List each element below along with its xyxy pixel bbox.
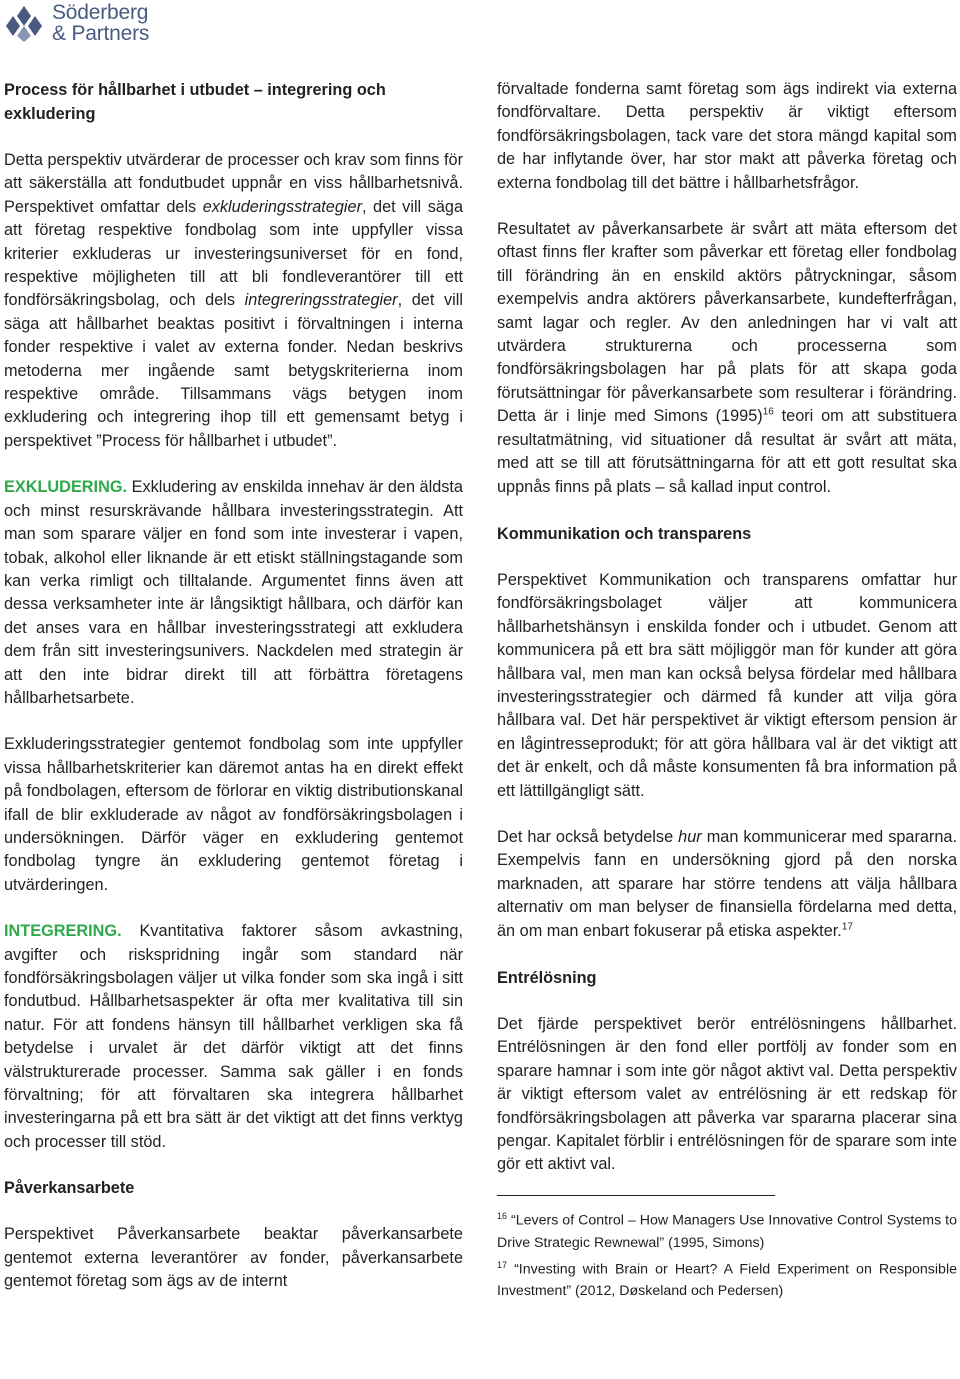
paragraph-how xyxy=(497,826,957,943)
footnote-17-text: “Investing with Brain or Heart? A Field Experiment on Responsible Investment” (2012, Døskeland och Pedersen) xyxy=(497,1261,957,1300)
paragraph-exclusion xyxy=(4,476,463,710)
footnote-divider xyxy=(497,1195,775,1196)
footnote-17 xyxy=(497,1254,957,1303)
section-heading-entry: Entrélösning xyxy=(497,969,597,987)
how-text-a: Det har också betydelse xyxy=(497,827,679,846)
intro-text-c: , det vill säga att hållbarhet beaktas positivt i förvaltningen i interna fonder respektive i valet av externa fonder. Nedan beskrivs metoderna mer ingående samt betygskriterierna inom respektive område. Tillsammans vägs betygen inom exkludering och integrering ihop till ett gemensamt betyg i perspektivet ”Process för hållbarhet i utbudet”. xyxy=(4,291,463,450)
footnote-ref-16[interactable]: 16 xyxy=(762,406,774,418)
intro-emphasis-exclusion: exkluderingsstrategier xyxy=(202,197,362,216)
exclusion-text: Exkludering av enskilda innehav är den äldsta och minst resurskrävande hållbara investeringsstrategin. Att man som sparare väljer en fond som inte investerar i vapen, tobak, alkohol eller liknande är ett etiskt ställningstagande som kan verka rimligt och tilltalande. Argumentet finns även att dessa verksamheter inte är långsiktigt hållbara, och därför kan det anses vara en hållbar investeringsstrategi att exkludera dem från sitt investeringsunivers. Nackdelen med strategin är att den inte bidrar direkt till att förbättra företagens hållbarhetsarbete. xyxy=(4,478,463,707)
section-heading-process: Process för hållbarhet i utbudet – integrering och exkludering xyxy=(4,81,386,123)
integration-text: Kvantitativa faktorer såsom avkastning, avgifter och riskspridning ingår som standard när fondförsäkringsbolagen väljer ut vilka fonder som ska ingå i sitt fondutbud. Hållbarhetsaspekter är ofta mer kvalitativa till sin natur. För att fondens hänsyn till hållbarhet verkligen ska få betydelse i urvalet är det därför viktigt att det finns välstrukturerade processer. Samma sak gäller i en fonds förvaltning; för att förvaltaren ska integrera hållbarhet investeringarna på ett bra sätt är det viktigt att det finns verktyg och processer till stöd. xyxy=(4,922,463,1151)
intro-emphasis-integration: integreringsstrategier xyxy=(244,291,398,310)
paragraph-communication: Perspektivet Kommunikation och transparens omfattar hur fondförsäkringsbolaget väljer att kommunicera hållbarhetshänsyn i enskilda fonder och i utbudet. Genom att kommunicera på ett bra sätt möjliggör man för kunder att göra hållbara val, men man kan också belysa fördelar med hållbara investeringsstrategier och därmed få kunder att vilja göra hållbara val. Det här perspektivet är viktigt eftersom pension är en lågintresseprodukt; för att göra hållbara val är det viktigt att det är enkelt, och då måste konsumenten få bra information på ett lättillgängligt sätt. xyxy=(497,570,957,800)
footnote-17-number: 17 xyxy=(497,1259,508,1270)
paragraph-intro xyxy=(4,149,463,453)
label-exclusion: EXKLUDERING. xyxy=(4,478,128,497)
footnote-16 xyxy=(497,1205,957,1254)
section-heading-communication: Kommunikation och transparens xyxy=(497,524,752,543)
paragraph-exclusion-fund-companies: Exkluderingsstrategier gentemot fondbolag som inte uppfyller vissa hållbarhetskriterier kan däremot antas ha en direkt effekt på fondbolagen, eftersom de förlorar en viktig distributionskanal ifall de blir exkluderade av något av fondförsäkringsbolagen i undersökningen. Därför väger en exkludering gentemot fondbolag tyngre än exkludering gentemot företag i utvärderingen. xyxy=(4,735,463,894)
right-column xyxy=(497,78,957,1302)
logo-text xyxy=(52,2,149,44)
logo-line-2: & Partners xyxy=(52,22,150,45)
how-text-b: man kommunicerar med spararna. Exempelvis fann en undersökning gjord på den norska marknaden, att sparare har större tendens att välja hållbara alternativ om man belyser de finansiella fördelarna med detta, än om man enbart fokuserar på etiska aspekter. xyxy=(497,827,957,940)
left-column xyxy=(4,78,463,1293)
logo-mark-icon xyxy=(4,5,44,43)
results-text-a: Resultatet av påverkansarbete är svårt att mäta eftersom det oftast finns fler krafter som påverkar ett företag eller fondbolag till förändring än en enskild aktörs påtryckningar, såsom exempelvis andra aktörers påverkansarbete, kundefterfrågan, samt lagar och regler. Av den anledningen har vi valt att utvärdera strukturerna och processerna som fondförsäkringsbolagen har på plats för att skapa goda förutsättningar för påverkansarbete som resulterar i förändring. Detta är i linje med Simons (1995) xyxy=(497,220,957,426)
footnote-16-text: “Levers of Control – How Managers Use Innovative Control Systems to Drive Strategic Rewnewal” (1995, Simons) xyxy=(497,1212,957,1251)
paragraph-influence: Perspektivet Påverkansarbete beaktar påverkansarbete gentemot externa leverantörer av fonder, påverkansarbete gentemot företag som ägs av de internt xyxy=(4,1225,463,1291)
section-heading-influence: Påverkansarbete xyxy=(4,1179,135,1198)
footnote-ref-17[interactable]: 17 xyxy=(841,921,853,933)
results-text-b: teori om att substituera resultatmätning, vid situationer då resultat är svårt att mäta, med att se till att förutsättningarna för att ett gott resultat ska uppnås finns på plats – så kallad input control. xyxy=(497,407,957,496)
paragraph-influence-continued: förvaltade fonderna samt företag som ägs indirekt via externa fondförvaltare. Detta perspektiv är viktigt eftersom fondförsäkringsbolagen, tack vare det stora mängd kapital som de har inflytande över, har stor makt att påverka företag och externa fondbolag till det bättre i hållbarhetsfrågor. xyxy=(497,80,957,192)
paragraph-entry: Det fjärde perspektivet berör entrélösningens hållbarhet. Entrélösningen är den fond eller portfölj av fonder som en sparare hamnar i som inte gör något aktivt val. Detta perspektiv är viktigt eftersom valet av entrélösning är ett redskap för fondförsäkringsbolagen att påverka var spararna placerar sina pengar. Kapitalet förblir i entrélösningen för de sparare som inte gör ett aktivt val. xyxy=(497,1015,957,1174)
intro-text-b: , det vill säga att företag respektive fondbolag som inte uppfyller vissa kriterier exkluderas ur investeringsuniverset för en fond, respektive möjligheten till att bli fondleverantörer till ett fondförsäkringsbolag, och dels xyxy=(4,197,463,310)
logo-line-1: Söderberg xyxy=(52,1,149,24)
paragraph-results xyxy=(497,218,957,499)
paragraph-integration xyxy=(4,920,463,1154)
footnote-16-number: 16 xyxy=(497,1210,508,1221)
how-emphasis: hur xyxy=(678,827,702,846)
company-logo xyxy=(4,2,164,46)
intro-text-a: Detta perspektiv utvärderar de processer och krav som finns för att säkerställa att fondutbudet uppnår en viss hållbarhetsnivå. Perspektivet omfattar dels xyxy=(4,151,463,216)
label-integration: INTEGRERING. xyxy=(4,922,122,941)
